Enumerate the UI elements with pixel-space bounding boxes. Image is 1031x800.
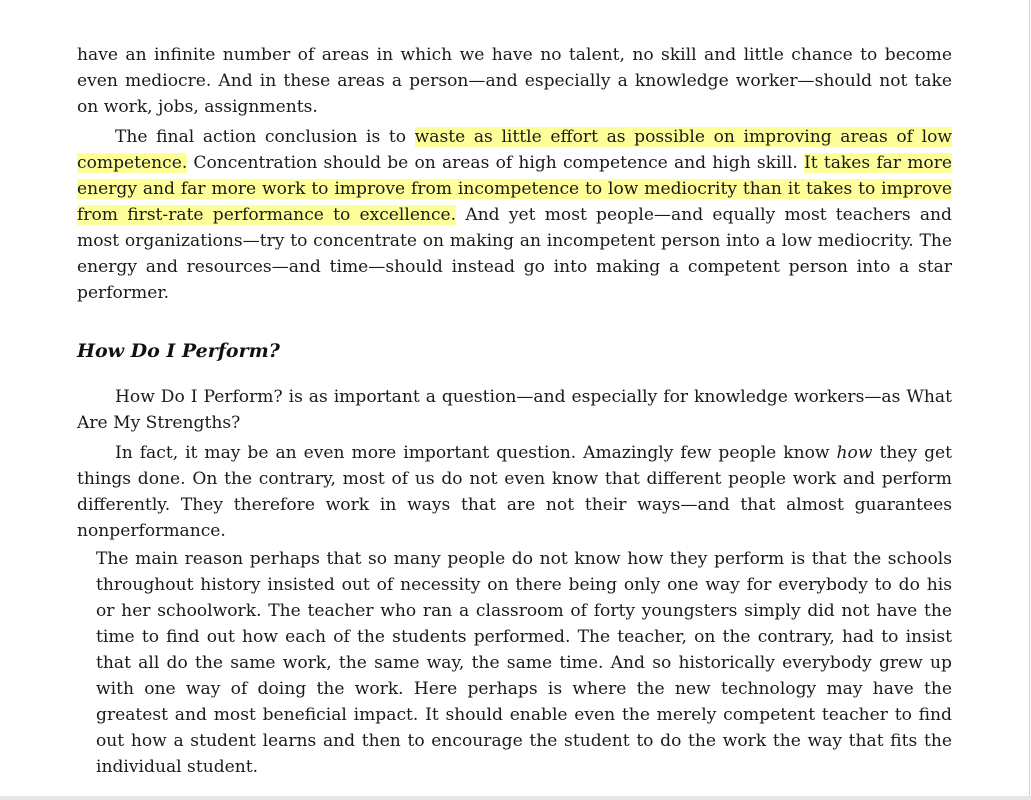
sentence-text: And yet most people—and equally most teachers and most organizations—try to concentrate on making an incompetent person into a low mediocrity. The energy and resources—and time—should instead go into making a competent person into a star performer. [77,205,952,303]
sentence-text: they get things done. On the contrary, most of us do not even know that different people work and perform differently. They therefore work in ways that are not their ways—and that almost guarantees nonperformance. [77,443,953,541]
sentence-text: The final action conclusion is to [115,127,415,147]
text-highlight[interactable]: It takes far more energy and far more work to improve from incompetence to low mediocrity than it takes to improve from first-rate performance to excellence. [77,153,952,225]
paragraph-how-do-i-perform: How Do I Perform? is as important a question—and especially for knowledge workers—as What Are My Strengths? [77,387,952,433]
paragraph-more-important-question [77,440,952,544]
paragraph-areas-no-talent: have an infinite number of areas in which we have no talent, no skill and little chance to become even mediocre. And in these areas a person—and especially a knowledge worker—should not take on work, jobs, assignments. [77,45,952,117]
sentence-text: Concentration should be on areas of high competence and high skill. [187,153,805,173]
paragraph-schools-one-way: The main reason perhaps that so many people do not know how they perform is that the schools throughout history insisted out of necessity on there being only one way for everybody to do his or her schoolwork. The teacher who ran a classroom of forty youngsters simply did not have the time to find out how each of the students performed. The teacher, on the contrary, had to insist that all do the same work, the same way, the same time. And so historically everybody grew up with one way of doing the work. Here perhaps is where the new technology may have the greatest and most beneficial impact. It should enable even the merely competent teacher to find out how a student learns and then to encourage the student to do the work the way that fits the individual student. [96,549,952,777]
section-heading: How Do I Perform? [77,340,280,362]
text-highlight[interactable]: waste as little effort as possible on improving areas of low competence. [77,127,952,173]
page-shadow [0,796,1031,800]
paragraph-final-action-conclusion [77,124,952,306]
emphasis-text: how [836,443,873,463]
sentence-text: In fact, it may be an even more important question. Amazingly few people know [115,443,837,463]
